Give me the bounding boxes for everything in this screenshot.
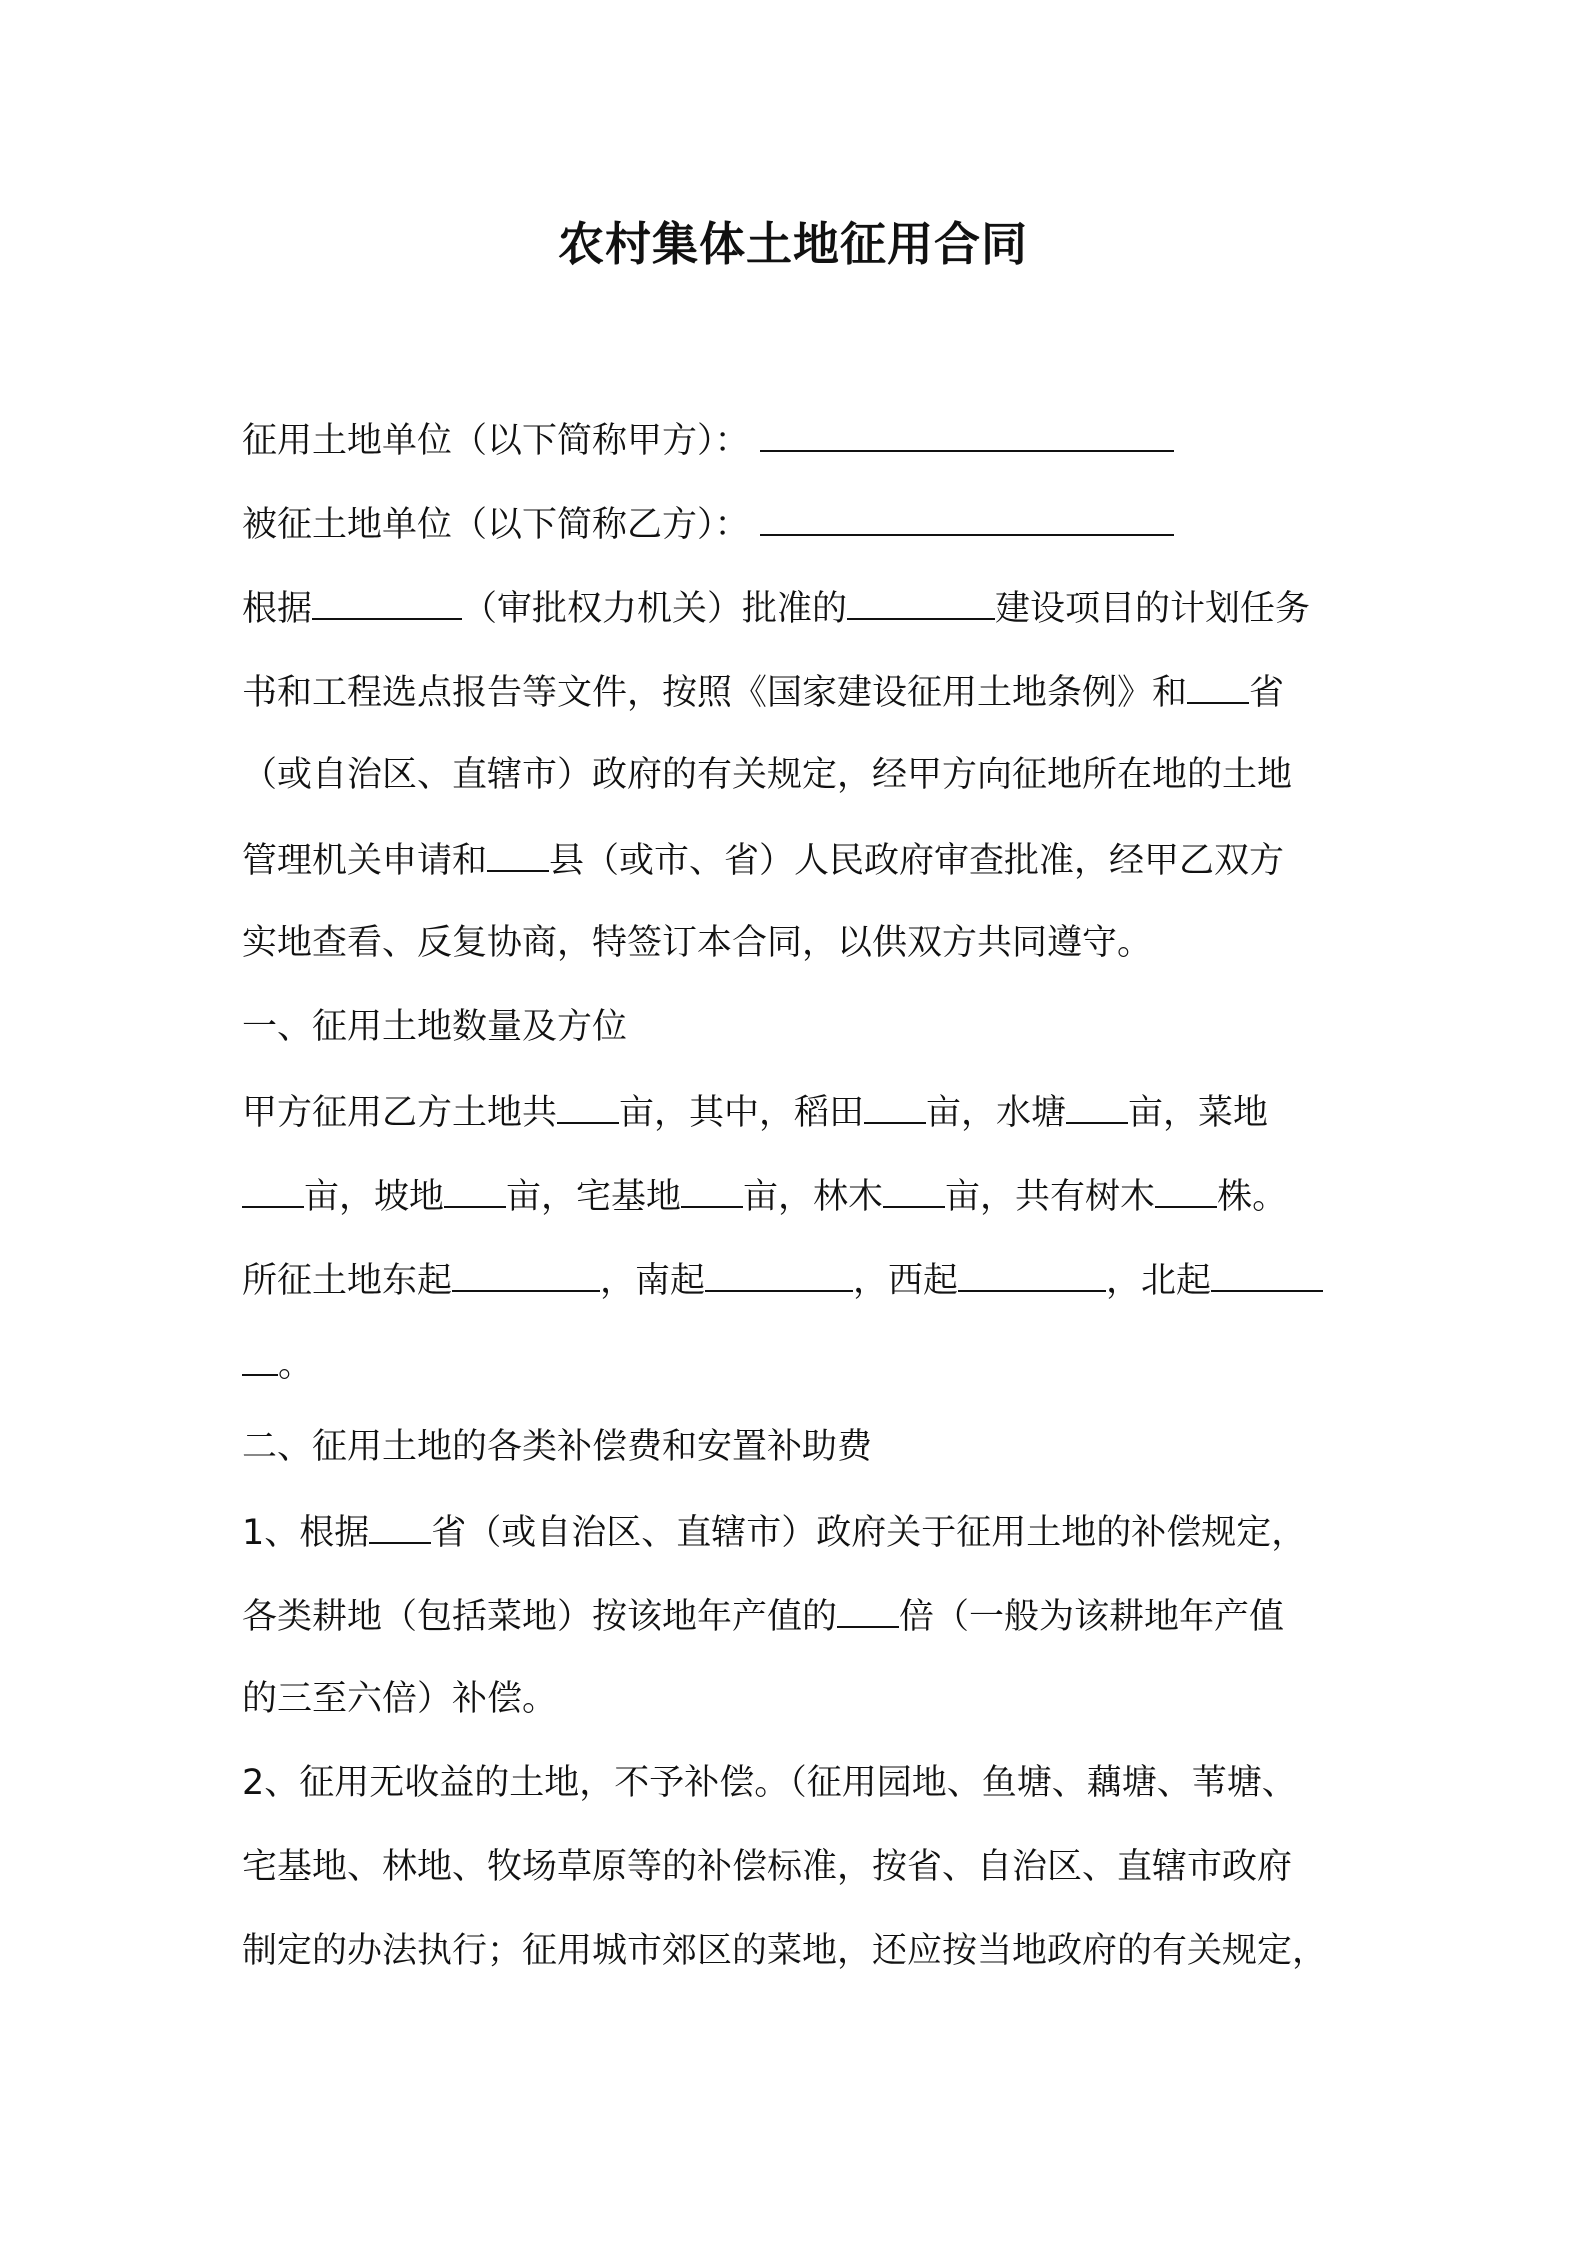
boundary-text: ，西起: [853, 1261, 959, 1301]
compensation-text: 省（或自治区、直辖市）政府关于征用土地的补偿规定，: [431, 1513, 1307, 1553]
intro-text: 管理机关申请和: [242, 841, 488, 881]
intro-text: 建设项目的计划任务: [995, 589, 1311, 629]
slope-mu-blank[interactable]: [444, 1170, 506, 1208]
intro-line-3: [242, 750, 1362, 800]
approval-authority-blank[interactable]: [312, 582, 462, 620]
intro-line-2: [242, 666, 1362, 718]
intro-text: 根据: [242, 589, 313, 629]
intro-text: 实地查看、反复协商，特签订本合同，以供双方共同遵守。: [242, 923, 1153, 963]
intro-text: 书和工程选点报告等文件，按照《国家建设征用土地条例》和: [242, 673, 1188, 713]
paddy-mu-blank[interactable]: [864, 1086, 926, 1124]
north-boundary-blank[interactable]: [1211, 1254, 1323, 1292]
compensation-province-blank[interactable]: [369, 1506, 431, 1544]
compensation-text: 1、根据: [242, 1513, 370, 1553]
forest-mu-blank[interactable]: [883, 1170, 945, 1208]
section-2-para-2-line-1: 2、征用无收益的土地，不予补偿。（征用园地、鱼塘、藕塘、苇塘、: [242, 1763, 1297, 1803]
north-boundary-blank-cont[interactable]: [242, 1338, 278, 1376]
section-1-line-4: [242, 1338, 1362, 1390]
land-text: 亩，宅基地: [506, 1177, 682, 1217]
land-text: 甲方征用乙方土地共: [242, 1093, 558, 1133]
boundary-text: ，南起: [600, 1261, 706, 1301]
party-b-label: 被征土地单位（以下简称乙方）：: [242, 505, 750, 545]
homestead-mu-blank[interactable]: [681, 1170, 743, 1208]
land-text: 亩，菜地: [1128, 1093, 1269, 1133]
party-b-blank[interactable]: [760, 498, 1174, 536]
south-boundary-blank[interactable]: [705, 1254, 853, 1292]
section-2-para-2-line-3: 制定的办法执行；征用城市郊区的菜地，还应按当地政府的有关规定，: [242, 1931, 1328, 1971]
vegetable-mu-blank[interactable]: [242, 1170, 304, 1208]
intro-text: （或自治区、直辖市）政府的有关规定，经甲方向征地所在地的土地: [242, 755, 1293, 795]
pond-mu-blank[interactable]: [1066, 1086, 1128, 1124]
section-1-line-1: [242, 1086, 1362, 1138]
section-2-para-2-line-2: 宅基地、林地、牧场草原等的补偿标准，按省、自治区、直辖市政府: [242, 1847, 1293, 1887]
party-a-blank[interactable]: [760, 414, 1174, 452]
east-boundary-blank[interactable]: [452, 1254, 600, 1292]
section-1-line-3: [242, 1254, 1362, 1306]
compensation-text: 各类耕地（包括菜地）按该地年产值的: [242, 1597, 838, 1637]
section-1-line-2: [242, 1170, 1362, 1222]
party-b-line: [242, 498, 1362, 550]
land-text: 亩，其中，稻田: [619, 1093, 865, 1133]
province-blank[interactable]: [1187, 666, 1249, 704]
section-2-heading: 二、征用土地的各类补偿费和安置补助费: [242, 1427, 873, 1467]
section-2-para-1-line-1: [242, 1506, 1362, 1558]
multiple-blank[interactable]: [837, 1590, 899, 1628]
boundary-text: 所征土地东起: [242, 1261, 453, 1301]
section-2-para-1-line-2: [242, 1590, 1362, 1642]
intro-line-1: [242, 582, 1362, 634]
land-text: 亩，水塘: [926, 1093, 1067, 1133]
intro-text: 省: [1249, 673, 1285, 713]
intro-line-4: [242, 834, 1362, 886]
section-2-para-1-line-3: 的三至六倍）补偿。: [242, 1679, 558, 1719]
land-text: 亩，共有树木: [945, 1177, 1156, 1217]
intro-line-5: [242, 918, 1362, 968]
total-mu-blank[interactable]: [557, 1086, 619, 1124]
project-blank[interactable]: [847, 582, 995, 620]
intro-text: 县（或市、省）人民政府审查批准，经甲乙双方: [549, 841, 1285, 881]
boundary-text: ，北起: [1106, 1261, 1212, 1301]
boundary-text: 。: [278, 1345, 314, 1385]
tree-count-blank[interactable]: [1155, 1170, 1217, 1208]
section-1-heading: 一、征用土地数量及方位: [242, 1007, 628, 1047]
party-a-label: 征用土地单位（以下简称甲方）：: [242, 421, 750, 461]
west-boundary-blank[interactable]: [958, 1254, 1106, 1292]
intro-text: （审批权力机关）批准的: [462, 589, 848, 629]
land-text: 亩，坡地: [304, 1177, 445, 1217]
party-a-line: [242, 414, 1362, 466]
document-title: 农村集体土地征用合同: [558, 217, 1028, 271]
land-text: 亩，林木: [743, 1177, 884, 1217]
land-text: 株。: [1217, 1177, 1288, 1217]
county-blank[interactable]: [487, 834, 549, 872]
compensation-text: 倍（一般为该耕地年产值: [899, 1597, 1285, 1637]
